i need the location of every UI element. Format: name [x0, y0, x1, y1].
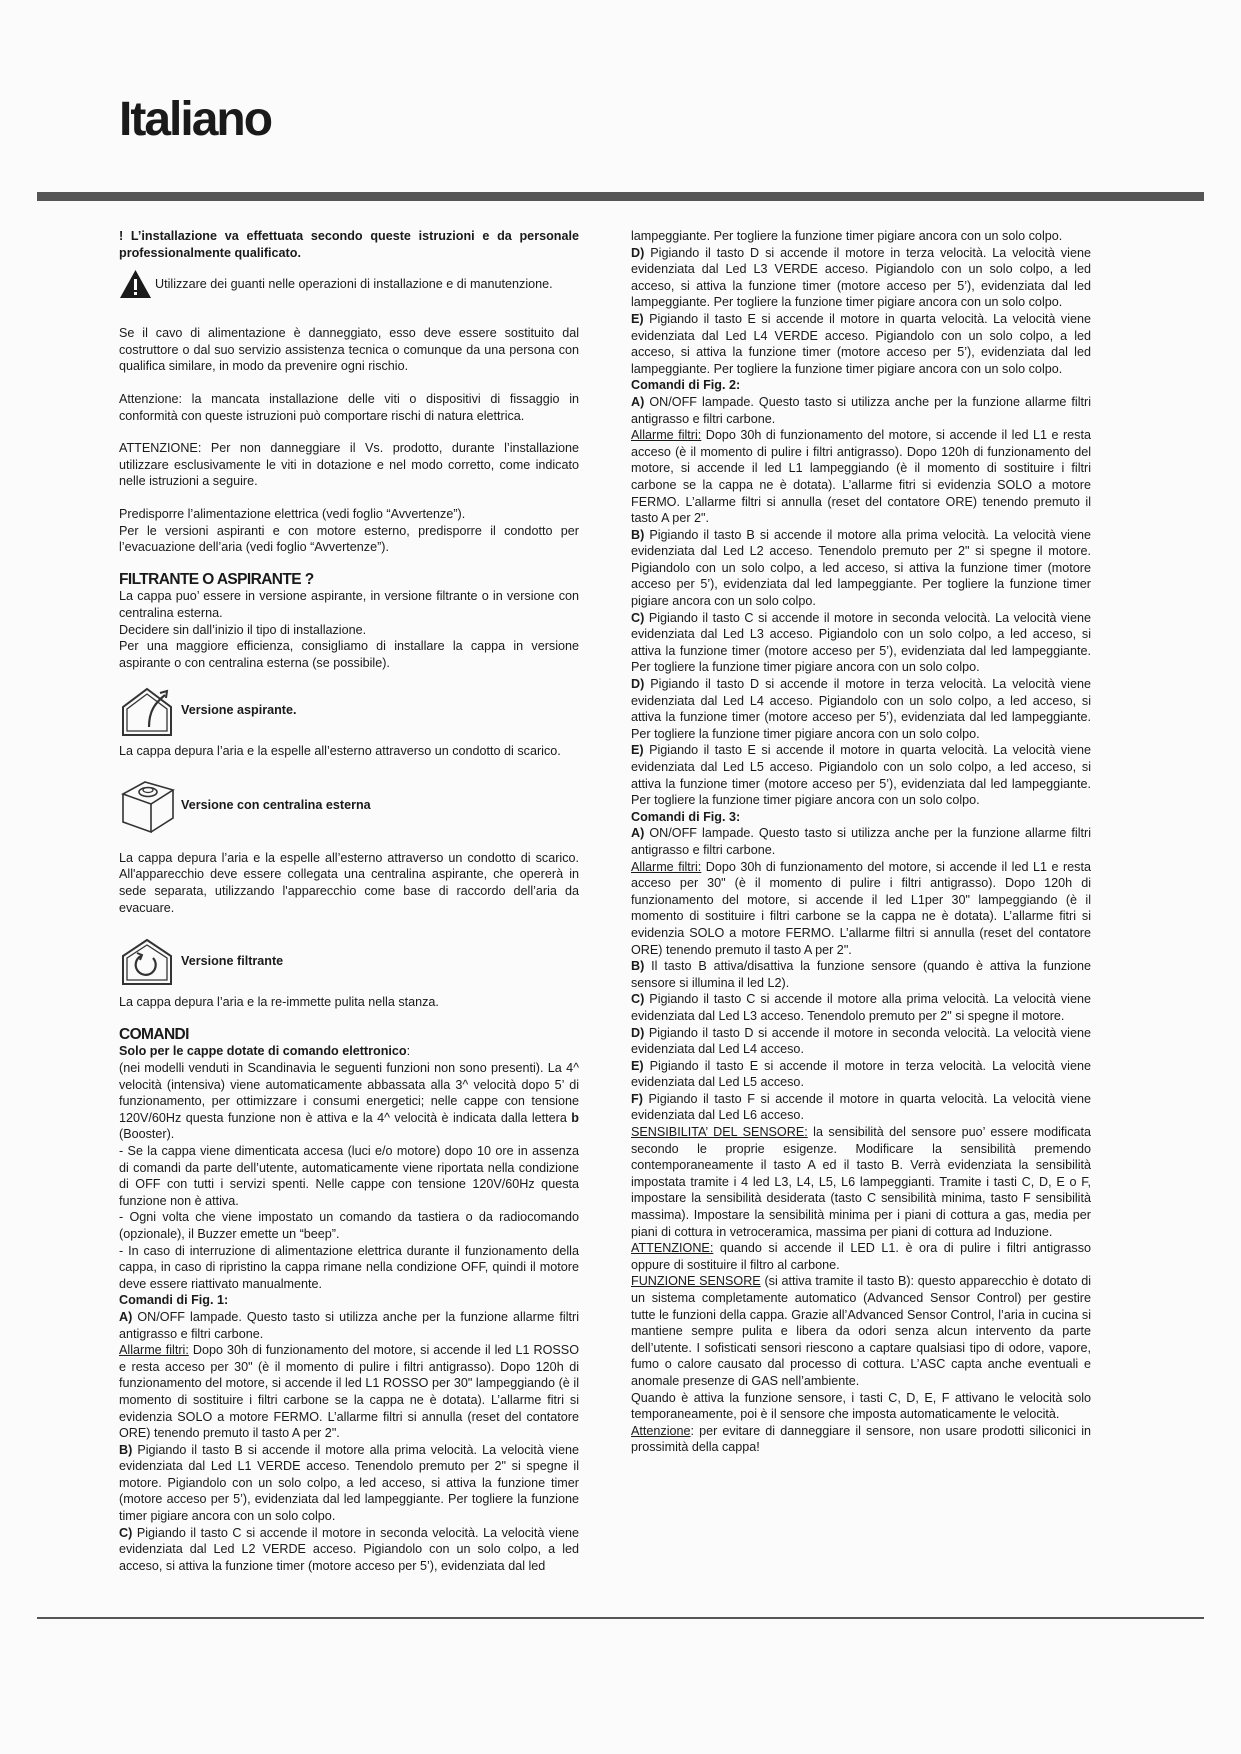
right-column: [631, 228, 1091, 1456]
comandi-text-1: [119, 1060, 579, 1143]
fig3-d: [631, 1025, 1091, 1058]
fig3-d-text: Pigiando il tasto D si accende il motore in seconda velocità. La velocità viene evidenziata dal Led L4 acceso.: [631, 1025, 1091, 1057]
fig2-d-key: D): [631, 677, 645, 692]
fig3-d-key: D): [631, 1025, 645, 1040]
fig3-c-text: Pigiando il tasto C si accende il motore alla prima velocità. La velocità viene evidenziata dal Led L3 acceso. Tenendolo premuto per 2" si spegne il motore.: [631, 992, 1091, 1023]
filter-heading: FILTRANTE O ASPIRANTE ?: [119, 570, 314, 588]
fig2-b: [631, 527, 1091, 610]
fig1-alarm: [119, 1342, 579, 1442]
filtrante-row: [119, 932, 579, 990]
external-motor-box-icon: [119, 776, 177, 834]
page-title: Italiano: [119, 93, 272, 146]
sensor-sensitivity-text: la sensibilità del sensore puo’ essere modificata secondo le proprie esigenze. Modificare la sensibilità premendo contemporaneamente il tasto A ed il tasto B. Verrà evidenziata la sensibilità impostata tramite i 4 led L3, L4, L5, L6 lampeggianti. Tramite i tasti C, D, E o F, impostare la sensibilità desiderata (tasto C sensibilità minima, tasto F sensibilità massima). Impostare la sensibilità minima per i piani di cottura a gas, media per piani di cottura in vetroceramica, massima per piani di cottura ad Induzione.: [631, 1125, 1091, 1239]
recirculation-house-icon: [119, 932, 177, 990]
fig2-e-text: Pigiando il tasto E si accende il motore in quarta velocità. La velocità viene evidenziata dal Led L5 acceso. Pigiandolo con un solo colpo, a led acceso, si attiva la funzione timer (motore acceso per 5’), evidenziata dal led lampeggiante. Per togliere la funzione timer pigiare ancora con un solo colpo.: [631, 743, 1091, 808]
final-attention-key: Attenzione: [631, 1423, 691, 1438]
fig2-a-text: ON/OFF lampade. Questo tasto si utilizza anche per la funzione allarme filtri antigrasso e filtri carbone.: [631, 394, 1091, 426]
fig2-c-text: Pigiando il tasto C si accende il motore in seconda velocità. La velocità viene evidenziata dal Led L3 acceso. Pigiandolo con un solo colpo, a led acceso, si attiva la funzione timer (motore acceso per 5’), evidenziata dal led lampeggiante. Per togliere la funzione timer pigiare ancora con un solo colpo.: [631, 610, 1091, 675]
fig3-a-key: A): [631, 826, 645, 841]
comandi-text-3: - Ogni volta che viene impostato un comando da tastiera o da radiocomando (opzionale), il Buzzer emette un “beep”.: [119, 1210, 579, 1241]
fig1-d-text: Pigiando il tasto D si accende il motore in terza velocità. La velocità viene evidenziata dal Led L3 VERDE acceso. Pigiandolo con un solo colpo, a led acceso, si attiva la funzione timer (motore acceso per 5’), evidenziata dal led lampeggiante. Per togliere la funzione timer pigiare ancora con un solo colpo.: [631, 245, 1091, 310]
fig1-a: [119, 1309, 579, 1342]
fig3-c: [631, 991, 1091, 1024]
fig3-b: [631, 958, 1091, 991]
fig3-b-text: Il tasto B attiva/disattiva la funzione sensore (quando è attiva la funzione sensore si illumina il led L2).: [631, 959, 1091, 990]
fig1-heading: Comandi di Fig. 1:: [119, 1293, 229, 1308]
gloves-text: Utilizzare dei guanti nelle operazioni di installazione e di manutenzione.: [155, 276, 553, 291]
comandi-text-1c: (Booster).: [119, 1127, 175, 1142]
led-attention-text: quando si accende il LED L1. è ora di pulire i filtri antigrasso oppure di sostituire il filtro al carbone.: [631, 1241, 1091, 1272]
fig3-e-text: Pigiando il tasto E si accende il motore in terza velocità. La velocità viene evidenziata dal Led L5 acceso.: [631, 1058, 1091, 1090]
comandi-text-4: - In caso di interruzione di alimentazione elettrica durante il funzionamento della cappa, in caso di ripristino la cappa rimane nella condizione OFF, quindi il motore deve essere riattivato manualmente.: [119, 1243, 579, 1291]
installation-warning: ! L’installazione va effettuata secondo queste istruzioni e da personale professionalmente qualificato.: [119, 229, 579, 260]
fig2-a-key: A): [631, 394, 645, 409]
final-attention: [631, 1423, 1091, 1456]
aspirante-label: Versione aspirante.: [181, 702, 297, 717]
fig3-f-key: F): [631, 1091, 643, 1106]
comandi-sub-text: Solo per le cappe dotate di comando elettronico: [119, 1044, 407, 1059]
comandi-text-2: - Se la cappa viene dimenticata accesa (luci e/o motore) dopo 10 ore in assenza di comandi da parte dell’utente, automaticamente viene riportata nella condizione di OFF con tutti i servizi spenti. Nelle cappe con tensione 120V/60Hz questa funzione non è attiva.: [119, 1144, 579, 1208]
fig2-b-text: Pigiando il tasto B si accende il motore alla prima velocità. La velocità viene evidenziata dal Led L2 acceso. Tenendolo premuto per 2" si spegne il motore. Pigiandolo con un solo colpo, a led acceso, si attiva la funzione timer (motore acceso per 5’), evidenziata dal led lampeggiante. Per togliere la funzione timer pigiare ancora con un solo colpo.: [631, 527, 1091, 609]
cable-paragraph: Se il cavo di alimentazione è danneggiato, esso deve essere sostituito dal costruttore o dal suo servizio assistenza tecnica o comunque da una persona con qualifica similare, in modo da prevenire ogni rischio.: [119, 326, 579, 374]
fig1-alarm-text: Dopo 30h di funzionamento del motore, si accende il led L1 ROSSO e resta acceso per 30" (è il momento di pulire i filtri antigrasso). Dopo 120h di funzionamento del motore, si accende il led L1 ROSSO per 30" lampeggiando (è il momento di sostituire i filtri carbone se la cappa ne è dotata). L’allarme fitri si evidenzia SOLO a motore FERMO. L’allarme filtri si annulla (reset del contatore ORE) tenendo premuto il tasto A per 2".: [119, 1343, 579, 1441]
fig1-b: [119, 1442, 579, 1525]
fig2-c-key: C): [631, 610, 645, 625]
fig3-alarm-key: Allarme filtri:: [631, 859, 702, 874]
fig3-heading: Comandi di Fig. 3:: [631, 809, 741, 824]
fig3-alarm: [631, 859, 1091, 959]
fig1-c-continued: lampeggiante. Per togliere la funzione timer pigiare ancora con un solo colpo.: [631, 229, 1063, 243]
fig3-f-text: Pigiando il tasto F si accende il motore in quarta velocità. La velocità viene evidenziata dal Led L6 acceso.: [631, 1091, 1091, 1123]
sensor-active-note: Quando è attiva la funzione sensore, i tasti C, D, E, F attivano le velocità solo temporaneamente, poi è il sensore che imposta automaticamente le velocità.: [631, 1390, 1091, 1422]
centralina-row: [119, 776, 579, 834]
gloves-notice: [119, 269, 579, 299]
fig2-e: [631, 742, 1091, 808]
sensor-function: [631, 1273, 1091, 1389]
fig3-c-key: C): [631, 992, 645, 1007]
fig1-e-key: E): [631, 311, 644, 326]
fig1-c-text: Pigiando il tasto C si accende il motore in seconda velocità. La velocità viene evidenziata dal Led L2 VERDE acceso. Pigiandolo con un solo colpo, a led acceso, si attiva la funzione timer (motore acceso per 5’), evidenziata dal led: [119, 1525, 579, 1573]
fig2-alarm-text: Dopo 30h di funzionamento del motore, si accende il led L1 e resta acceso (è il momento di pulire i filtri antigrasso). Dopo 120h di funzionamento del motore, si accende il led L1 lampeggiando (è il momento di sostituire i filtri carbone se la cappa ne è dotata). L’allarme fitri si evidenzia SOLO a motore FERMO. L’allarme filtri si annulla (reset del contatore ORE) tenendo premuto il tasto A per 2".: [631, 428, 1091, 526]
fig1-c: [119, 1525, 579, 1575]
filtrante-text: La cappa depura l’aria e la re-immette pulita nella stanza.: [119, 995, 439, 1010]
aspirante-text: La cappa depura l’aria e la espelle all’esterno attraverso un condotto di scarico.: [119, 744, 561, 759]
fig1-a-text: ON/OFF lampade. Questo tasto si utilizza anche per la funzione allarme filtri antigrasso e filtri carbone.: [119, 1309, 579, 1341]
fig2-a: [631, 394, 1091, 427]
final-attention-text: : per evitare di danneggiare il sensore, non usare prodotti siliconici in prossimità della cappa!: [631, 1423, 1091, 1455]
left-column: [119, 228, 579, 1574]
exhaust-house-icon: [119, 681, 177, 739]
fig2-c: [631, 610, 1091, 676]
fig1-b-text: Pigiando il tasto B si accende il motore alla prima velocità. La velocità viene evidenziata dal Led L1 VERDE acceso. Tenendolo premuto per 2" si spegne il motore. Pigiandolo con un solo colpo, a led acceso, si attiva la funzione timer (motore acceso per 5’), evidenziata dal led lampeggiante. Per togliere la funzione timer pigiare ancora con un solo colpo.: [119, 1442, 579, 1524]
fig3-alarm-text: Dopo 30h di funzionamento del motore, si accende il led L1 e resta acceso per 30" (è il momento di pulire i filtri antigrasso). Dopo 120h di funzionamento del motore, si accende il led L1per 30" lampeggiando (è il momento di sostituire i filtri carbone se la cappa ne è dotata). L’allarme fitri si evidenzia SOLO a motore FERMO. L’allarme filtri si annulla (reset del contatore ORE) tenendo premuto il tasto A per 2".: [631, 859, 1091, 957]
fig2-e-key: E): [631, 743, 644, 758]
header-rule: [37, 192, 1204, 201]
sensor-function-key: FUNZIONE SENSORE: [631, 1274, 761, 1289]
comandi-text-1a: (nei modelli venduti in Scandinavia le seguenti funzioni non sono presenti). La 4^ velocità (intensiva) viene automaticamente abbassata alla 3^ velocità dopo 5’ di funzionamento, per ottimizzare i consumi energetici; nelle cappe con tensione 120V/60Hz questa funzione non è attiva e la 4^ velocità è indicata dalla lettera: [119, 1061, 579, 1125]
comandi-text-1b: b: [571, 1110, 579, 1125]
attention-paragraph: ATTENZIONE: Per non danneggiare il Vs. prodotto, durante l’installazione utilizzare esclusivamente le viti in dotazione e nel modo corretto, come indicato nelle istruzioni a seguire.: [119, 441, 579, 489]
fig3-b-key: B): [631, 959, 645, 974]
sensor-function-text: (si attiva tramite il tasto B): questo apparecchio è dotato di un sistema completamente automatico (Advanced Sensor Control) per gestire tutte le funzioni della cappa. Grazie all’Advanced Sensor Control, l’aria in cucina si mantiene sempre pulita e libera da odori senza alcun intervento da parte dell’utente. I sofisticati sensori riescono a captare qualsiasi tipo di odore, vapore, fumo o calore causato dal processo di cottura. L’ASC capta anche eventuali e anomale presenze di GAS nell’ambiente.: [631, 1274, 1091, 1388]
filter-text-3: Per una maggiore efficienza, consigliamo di installare la cappa in versione aspirante o con centralina esterna (se possibile).: [119, 639, 579, 670]
fig1-d: [631, 245, 1091, 311]
fig1-e-text: Pigiando il tasto E si accende il motore in quarta velocità. La velocità viene evidenziata dal Led L4 VERDE acceso. Pigiandolo con un solo colpo, a led acceso, si attiva la funzione timer (motore acceso per 5’), evidenziata dal led lampeggiante. Per togliere la funzione timer pigiare ancora con un solo colpo.: [631, 311, 1091, 376]
led-attention-key: ATTENZIONE:: [631, 1241, 714, 1256]
led-attention: [631, 1240, 1091, 1273]
fig3-a-text: ON/OFF lampade. Questo tasto si utilizza anche per la funzione allarme filtri antigrasso e filtri carbone.: [631, 826, 1091, 857]
comandi-sub-colon: :: [406, 1044, 411, 1059]
fig3-a: [631, 825, 1091, 858]
fig2-heading: Comandi di Fig. 2:: [631, 378, 741, 393]
fig2-alarm-key: Allarme filtri:: [631, 428, 702, 443]
centralina-label: Versione con centralina esterna: [181, 797, 371, 812]
comandi-subheading: [119, 1043, 579, 1060]
warning-icon: [119, 269, 152, 299]
fig1-b-key: B): [119, 1442, 133, 1457]
filter-text-2: Decidere sin dall’inizio il tipo di installazione.: [119, 622, 367, 637]
fig1-d-key: D): [631, 245, 645, 260]
centralina-text: La cappa depura l’aria e la espelle all’esterno attraverso un condotto di scarico. All'apparecchio deve essere collegata una centralina aspirante, che opererà in sede separata, utilizzando l'apparecchio come base di raccordo dell’aria da evacuare.: [119, 850, 579, 915]
filter-text-1: La cappa puo’ essere in versione aspirante, in versione filtrante o in versione con centralina esterna.: [119, 589, 579, 620]
fig1-alarm-key: Allarme filtri:: [119, 1343, 189, 1358]
fig3-f: [631, 1091, 1091, 1124]
fig2-alarm: [631, 427, 1091, 527]
comandi-heading: COMANDI: [119, 1025, 189, 1043]
fig2-d-text: Pigiando il tasto D si accende il motore in terza velocità. La velocità viene evidenziata dal Led L4 acceso. Pigiandolo con un solo colpo, a led acceso, si attiva la funzione timer (motore acceso per 5’), evidenziata dal led lampeggiante. Per togliere la funzione timer pigiare ancora con un solo colpo.: [631, 677, 1091, 741]
fig2-d: [631, 676, 1091, 742]
aspirante-row: [119, 681, 579, 739]
sensor-sensitivity: [631, 1124, 1091, 1240]
fig3-e-key: E): [631, 1058, 644, 1073]
fig1-a-key: A): [119, 1309, 133, 1324]
sensor-sensitivity-key: SENSIBILITA’ DEL SENSORE:: [631, 1125, 808, 1140]
fig1-e: [631, 311, 1091, 377]
fig1-c-key: C): [119, 1525, 133, 1540]
power-paragraph-1: Predisporre l’alimentazione elettrica (vedi foglio “Avvertenze”).: [119, 506, 466, 521]
fig2-b-key: B): [631, 527, 645, 542]
filtrante-label: Versione filtrante: [181, 953, 284, 968]
power-paragraph-2: Per le versioni aspiranti e con motore esterno, predisporre il condotto per l’evacuazione dell’aria (vedi foglio “Avvertenze”).: [119, 523, 579, 555]
fig3-e: [631, 1058, 1091, 1091]
footer-rule: [37, 1617, 1204, 1619]
screws-paragraph: Attenzione: la mancata installazione delle viti o dispositivi di fissaggio in conformità con queste istruzioni può comportare rischi di natura elettrica.: [119, 391, 579, 423]
